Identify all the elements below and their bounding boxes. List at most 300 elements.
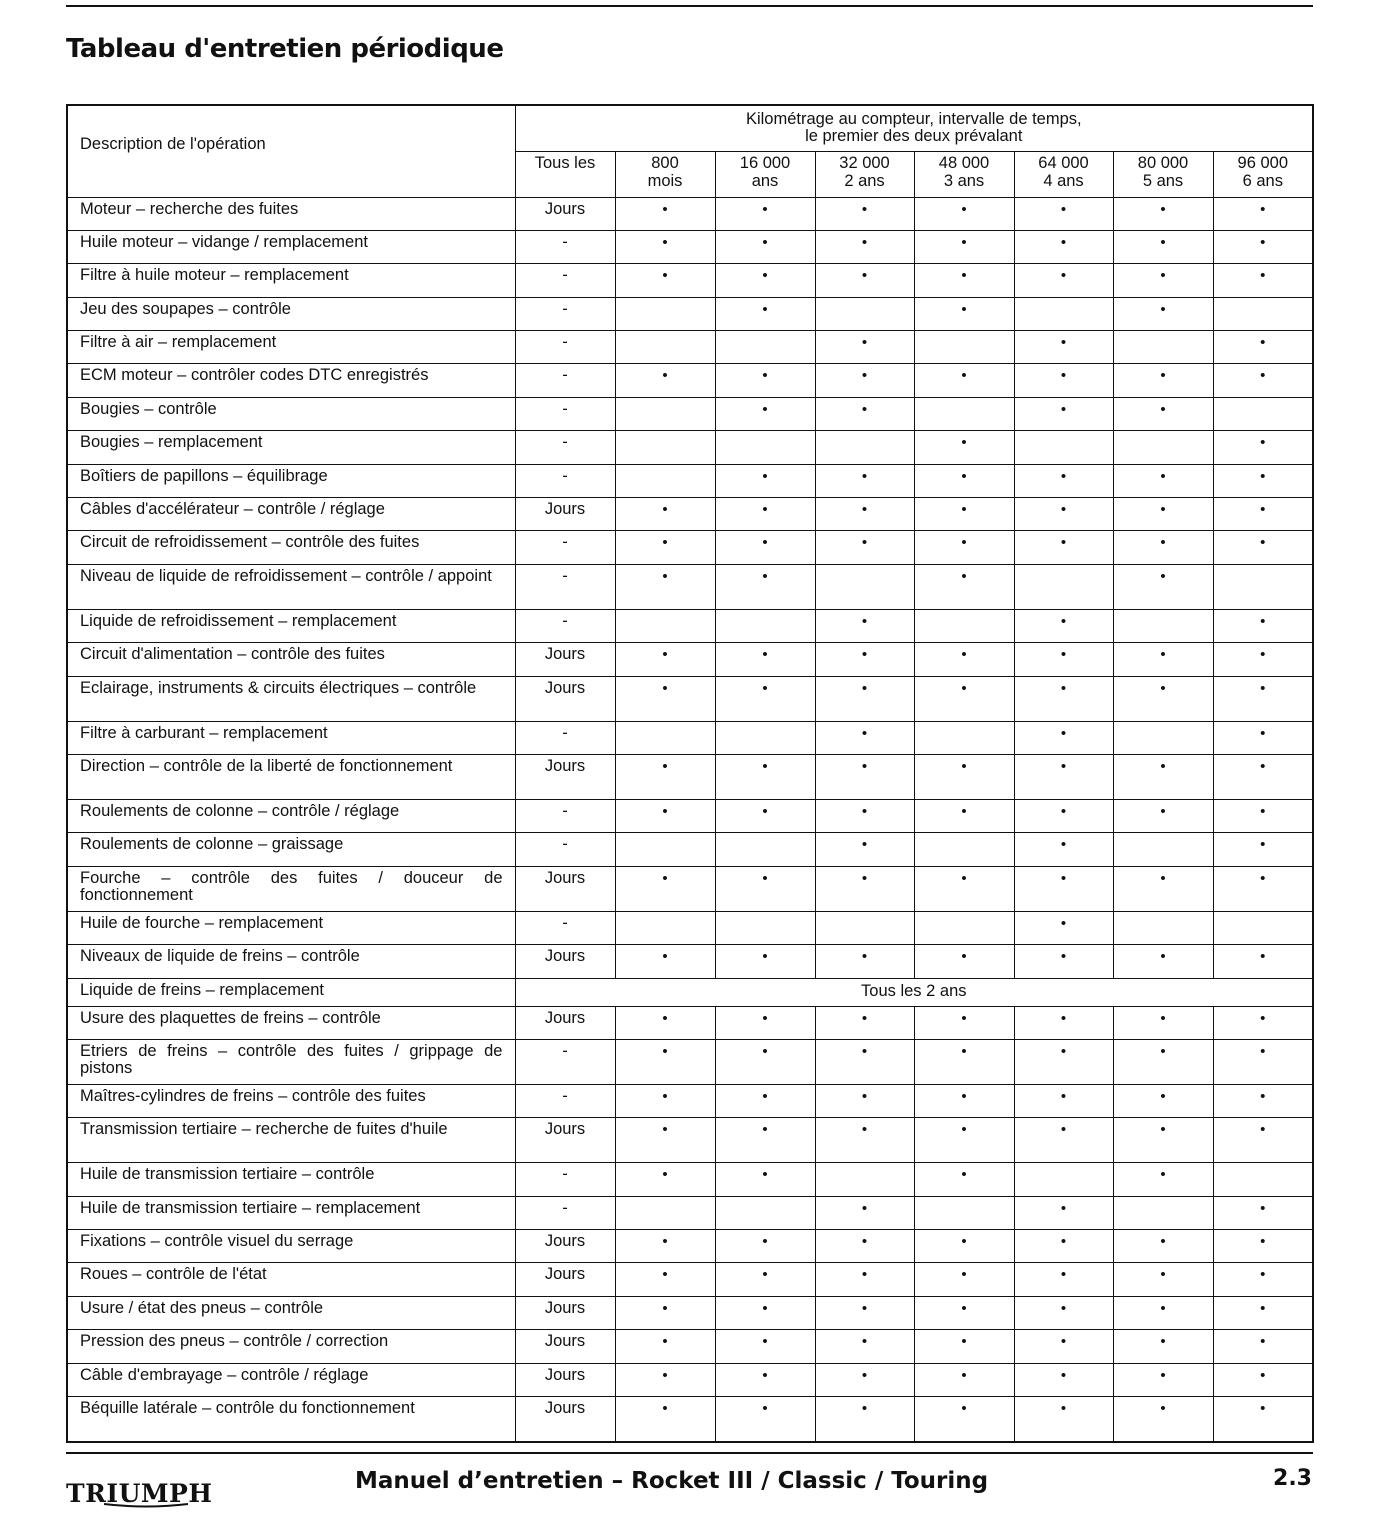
operation-description: ECM moteur – contrôler codes DTC enregistrés: [67, 364, 515, 397]
schedule-cell: [615, 1196, 715, 1229]
interval-cell: -: [515, 833, 615, 866]
table-row: [67, 1118, 1313, 1163]
table-row: [67, 1196, 1313, 1229]
schedule-cell: [914, 1196, 1014, 1229]
column-header: 16 000 ans: [715, 151, 815, 197]
table-row: [67, 397, 1313, 430]
maintenance-dot: •: [615, 1006, 715, 1039]
maintenance-dot: •: [815, 643, 914, 676]
schedule-cell: [914, 397, 1014, 430]
maintenance-dot: •: [815, 331, 914, 364]
maintenance-dot: •: [914, 1397, 1014, 1442]
table-row: [67, 331, 1313, 364]
maintenance-dot: •: [1014, 397, 1113, 430]
maintenance-dot: •: [1213, 1263, 1313, 1296]
maintenance-dot: •: [715, 799, 815, 832]
maintenance-dot: •: [1213, 531, 1313, 564]
triumph-logo-mark: [66, 1478, 216, 1508]
maintenance-dot: •: [615, 799, 715, 832]
table-row: [67, 531, 1313, 564]
interval-cell: -: [515, 799, 615, 832]
schedule-cell: [914, 331, 1014, 364]
schedule-cell: [914, 721, 1014, 754]
operation-description: Circuit d'alimentation – contrôle des fuites: [67, 643, 515, 676]
maintenance-dot: •: [715, 498, 815, 531]
maintenance-dot: •: [1213, 230, 1313, 263]
interval-cell: -: [515, 1163, 615, 1196]
maintenance-dot: •: [1014, 1230, 1113, 1263]
triumph-logo: [66, 1478, 216, 1514]
maintenance-dot: •: [815, 1118, 914, 1163]
table-row: [67, 1084, 1313, 1117]
maintenance-dot: •: [1014, 1263, 1113, 1296]
interval-cell: Jours: [515, 866, 615, 911]
maintenance-dot: •: [615, 264, 715, 297]
table-row: [67, 1006, 1313, 1039]
maintenance-dot: •: [1213, 799, 1313, 832]
maintenance-dot: •: [1014, 331, 1113, 364]
interval-cell: -: [515, 609, 615, 642]
maintenance-dot: •: [815, 833, 914, 866]
maintenance-dot: •: [715, 1163, 815, 1196]
maintenance-dot: •: [1213, 264, 1313, 297]
maintenance-dot: •: [914, 1230, 1014, 1263]
maintenance-dot: •: [1113, 799, 1213, 832]
schedule-cell: [914, 609, 1014, 642]
interval-cell: -: [515, 564, 615, 609]
table-row: [67, 1163, 1313, 1196]
operation-description: Niveaux de liquide de freins – contrôle: [67, 945, 515, 978]
table-row: [67, 833, 1313, 866]
operation-description: Liquide de refroidissement – remplacement: [67, 609, 515, 642]
maintenance-dot: •: [1014, 1084, 1113, 1117]
maintenance-dot: •: [615, 1330, 715, 1363]
maintenance-dot: •: [1113, 1163, 1213, 1196]
schedule-cell: [615, 721, 715, 754]
maintenance-dot: •: [1014, 264, 1113, 297]
interval-cell: Jours: [515, 197, 615, 230]
interval-cell: -: [515, 264, 615, 297]
maintenance-dot: •: [1113, 498, 1213, 531]
maintenance-dot: •: [914, 1363, 1014, 1396]
maintenance-dot: •: [715, 230, 815, 263]
maintenance-dot: •: [1213, 1330, 1313, 1363]
maintenance-dot: •: [715, 197, 815, 230]
maintenance-dot: •: [914, 564, 1014, 609]
maintenance-dot: •: [615, 754, 715, 799]
interval-cell: -: [515, 464, 615, 497]
maintenance-dot: •: [715, 1006, 815, 1039]
maintenance-dot: •: [1213, 754, 1313, 799]
table-row: [67, 498, 1313, 531]
maintenance-dot: •: [1113, 1363, 1213, 1396]
interval-note: Tous les 2 ans: [515, 978, 1313, 1006]
operation-description: Fourche – contrôle des fuites / douceur de fonctionnement: [67, 866, 515, 911]
maintenance-dot: •: [1014, 911, 1113, 944]
maintenance-dot: •: [1014, 609, 1113, 642]
table-row: [67, 230, 1313, 263]
maintenance-dot: •: [1213, 431, 1313, 464]
maintenance-dot: •: [815, 866, 914, 911]
maintenance-dot: •: [914, 1118, 1014, 1163]
interval-cell: -: [515, 531, 615, 564]
maintenance-dot: •: [715, 866, 815, 911]
bottom-rule: [66, 1452, 1313, 1454]
schedule-cell: [615, 609, 715, 642]
interval-cell: Jours: [515, 1006, 615, 1039]
schedule-cell: [615, 464, 715, 497]
header-row-top: [67, 105, 1313, 151]
maintenance-dot: •: [1014, 1363, 1113, 1396]
maintenance-dot: •: [615, 564, 715, 609]
operation-description: Roulements de colonne – graissage: [67, 833, 515, 866]
operation-description: Transmission tertiaire – recherche de fuites d'huile: [67, 1118, 515, 1163]
schedule-cell: [815, 564, 914, 609]
operation-description: Roulements de colonne – contrôle / réglage: [67, 799, 515, 832]
column-header: 64 000 4 ans: [1014, 151, 1113, 197]
maintenance-dot: •: [615, 676, 715, 721]
operation-description: Usure / état des pneus – contrôle: [67, 1296, 515, 1329]
maintenance-dot: •: [1213, 1363, 1313, 1396]
schedule-cell: [715, 911, 815, 944]
schedule-cell: [1014, 1163, 1113, 1196]
maintenance-dot: •: [615, 1118, 715, 1163]
operation-description: Bougies – remplacement: [67, 431, 515, 464]
operation-description: Huile moteur – vidange / remplacement: [67, 230, 515, 263]
table-row: [67, 978, 1313, 1006]
desc-header: Description de l'opération: [67, 105, 515, 197]
maintenance-dot: •: [715, 564, 815, 609]
maintenance-dot: •: [1014, 945, 1113, 978]
column-header: Tous les: [515, 151, 615, 197]
schedule-cell: [1113, 1196, 1213, 1229]
maintenance-dot: •: [1213, 1230, 1313, 1263]
schedule-cell: [715, 1196, 815, 1229]
maintenance-dot: •: [1113, 1330, 1213, 1363]
schedule-cell: [914, 833, 1014, 866]
table-row: [67, 945, 1313, 978]
maintenance-dot: •: [815, 945, 914, 978]
maintenance-dot: •: [1213, 1296, 1313, 1329]
operation-description: Pression des pneus – contrôle / correction: [67, 1330, 515, 1363]
maintenance-dot: •: [615, 364, 715, 397]
maintenance-dot: •: [1113, 643, 1213, 676]
maintenance-dot: •: [914, 531, 1014, 564]
interval-cell: Jours: [515, 754, 615, 799]
schedule-cell: [1213, 397, 1313, 430]
interval-cell: Jours: [515, 1230, 615, 1263]
maintenance-dot: •: [1014, 1296, 1113, 1329]
maintenance-dot: •: [615, 1230, 715, 1263]
maintenance-dot: •: [615, 866, 715, 911]
maintenance-dot: •: [914, 676, 1014, 721]
maintenance-dot: •: [1213, 464, 1313, 497]
operation-description: Eclairage, instruments & circuits électriques – contrôle: [67, 676, 515, 721]
maintenance-dot: •: [715, 1397, 815, 1442]
maintenance-dot: •: [715, 364, 815, 397]
maintenance-dot: •: [715, 397, 815, 430]
operation-description: Huile de transmission tertiaire – remplacement: [67, 1196, 515, 1229]
table-row: [67, 1230, 1313, 1263]
maintenance-dot: •: [815, 1196, 914, 1229]
maintenance-dot: •: [615, 1363, 715, 1396]
interval-cell: Jours: [515, 498, 615, 531]
maintenance-dot: •: [715, 643, 815, 676]
table-row: [67, 464, 1313, 497]
maintenance-dot: •: [815, 1230, 914, 1263]
maintenance-dot: •: [1113, 676, 1213, 721]
operation-description: Huile de transmission tertiaire – contrôle: [67, 1163, 515, 1196]
maintenance-dot: •: [715, 1263, 815, 1296]
table-row: [67, 297, 1313, 330]
schedule-cell: [815, 297, 914, 330]
schedule-cell: [615, 397, 715, 430]
maintenance-dot: •: [1113, 1084, 1213, 1117]
maintenance-dot: •: [1113, 230, 1213, 263]
maintenance-dot: •: [1213, 1118, 1313, 1163]
schedule-cell: [715, 431, 815, 464]
maintenance-dot: •: [815, 498, 914, 531]
table-row: [67, 431, 1313, 464]
maintenance-dot: •: [715, 1118, 815, 1163]
column-header: 48 000 3 ans: [914, 151, 1014, 197]
maintenance-dot: •: [1213, 1084, 1313, 1117]
schedule-cell: [1113, 431, 1213, 464]
maintenance-dot: •: [1113, 754, 1213, 799]
interval-cell: Jours: [515, 1296, 615, 1329]
maintenance-dot: •: [1213, 676, 1313, 721]
table-row: [67, 197, 1313, 230]
maintenance-dot: •: [715, 531, 815, 564]
column-header: 32 000 2 ans: [815, 151, 914, 197]
interval-cell: -: [515, 1084, 615, 1117]
schedule-cell: [1113, 331, 1213, 364]
schedule-cell: [914, 911, 1014, 944]
table-row: [67, 799, 1313, 832]
schedule-cell: [1113, 833, 1213, 866]
schedule-cell: [615, 833, 715, 866]
table-row: [67, 1263, 1313, 1296]
maintenance-dot: •: [615, 945, 715, 978]
maintenance-dot: •: [1113, 297, 1213, 330]
top-rule: [66, 5, 1313, 7]
column-header: 80 000 5 ans: [1113, 151, 1213, 197]
operation-description: Câbles d'accélérateur – contrôle / réglage: [67, 498, 515, 531]
schedule-cell: [715, 609, 815, 642]
maintenance-dot: •: [1213, 197, 1313, 230]
table-row: [67, 1296, 1313, 1329]
interval-cell: Jours: [515, 945, 615, 978]
maintenance-dot: •: [815, 1084, 914, 1117]
maintenance-dot: •: [1014, 721, 1113, 754]
maintenance-dot: •: [914, 1084, 1014, 1117]
table-row: [67, 1363, 1313, 1396]
maintenance-dot: •: [615, 1084, 715, 1117]
maintenance-dot: •: [914, 945, 1014, 978]
schedule-cell: [1213, 297, 1313, 330]
maintenance-dot: •: [914, 1330, 1014, 1363]
maintenance-dot: •: [615, 498, 715, 531]
maintenance-dot: •: [1213, 833, 1313, 866]
maintenance-dot: •: [1014, 531, 1113, 564]
maintenance-dot: •: [715, 754, 815, 799]
maintenance-dot: •: [715, 1296, 815, 1329]
maintenance-dot: •: [615, 1263, 715, 1296]
maintenance-dot: •: [815, 1296, 914, 1329]
maintenance-dot: •: [914, 754, 1014, 799]
maintenance-dot: •: [1113, 464, 1213, 497]
maintenance-dot: •: [615, 230, 715, 263]
maintenance-dot: •: [615, 1039, 715, 1084]
maintenance-schedule-table: [66, 104, 1314, 1443]
maintenance-dot: •: [815, 1263, 914, 1296]
maintenance-dot: •: [615, 1163, 715, 1196]
maintenance-dot: •: [815, 397, 914, 430]
maintenance-dot: •: [815, 1363, 914, 1396]
maintenance-dot: •: [1014, 833, 1113, 866]
schedule-cell: [615, 331, 715, 364]
interval-cell: Jours: [515, 1330, 615, 1363]
interval-cell: -: [515, 721, 615, 754]
operation-description: Béquille latérale – contrôle du fonctionnement: [67, 1397, 515, 1442]
maintenance-dot: •: [815, 799, 914, 832]
schedule-cell: [815, 1163, 914, 1196]
schedule-cell: [1113, 721, 1213, 754]
interval-cell: -: [515, 431, 615, 464]
operation-description: Etriers de freins – contrôle des fuites / grippage de pistons: [67, 1039, 515, 1084]
maintenance-dot: •: [1014, 799, 1113, 832]
operation-description: Filtre à carburant – remplacement: [67, 721, 515, 754]
interval-cell: Jours: [515, 676, 615, 721]
maintenance-dot: •: [1014, 866, 1113, 911]
maintenance-dot: •: [1113, 564, 1213, 609]
footer-title: Manuel d’entretien – Rocket III / Classic / Touring: [355, 1468, 989, 1494]
maintenance-dot: •: [815, 754, 914, 799]
schedule-cell: [1014, 297, 1113, 330]
schedule-cell: [615, 431, 715, 464]
operation-description: Huile de fourche – remplacement: [67, 911, 515, 944]
maintenance-dot: •: [914, 643, 1014, 676]
maintenance-dot: •: [914, 1263, 1014, 1296]
maintenance-dot: •: [1213, 1196, 1313, 1229]
maintenance-dot: •: [1014, 754, 1113, 799]
maintenance-dot: •: [815, 1330, 914, 1363]
table-row: [67, 1330, 1313, 1363]
operation-description: Boîtiers de papillons – équilibrage: [67, 464, 515, 497]
interval-cell: Jours: [515, 643, 615, 676]
maintenance-dot: •: [715, 297, 815, 330]
maintenance-dot: •: [815, 1006, 914, 1039]
maintenance-dot: •: [1113, 945, 1213, 978]
maintenance-dot: •: [715, 1330, 815, 1363]
operation-description: Fixations – contrôle visuel du serrage: [67, 1230, 515, 1263]
schedule-cell: [1213, 911, 1313, 944]
maintenance-dot: •: [615, 643, 715, 676]
maintenance-dot: •: [715, 676, 815, 721]
schedule-cell: [1014, 564, 1113, 609]
interval-cell: Jours: [515, 1263, 615, 1296]
maintenance-dot: •: [1113, 1039, 1213, 1084]
operation-description: Filtre à air – remplacement: [67, 331, 515, 364]
maintenance-dot: •: [1014, 364, 1113, 397]
table-row: [67, 609, 1313, 642]
operation-description: Moteur – recherche des fuites: [67, 197, 515, 230]
maintenance-dot: •: [1014, 1330, 1113, 1363]
operation-description: Bougies – contrôle: [67, 397, 515, 430]
schedule-cell: [1213, 564, 1313, 609]
maintenance-dot: •: [1113, 264, 1213, 297]
maintenance-dot: •: [615, 1397, 715, 1442]
maintenance-dot: •: [815, 1397, 914, 1442]
operation-description: Jeu des soupapes – contrôle: [67, 297, 515, 330]
schedule-cell: [615, 297, 715, 330]
table-row: [67, 643, 1313, 676]
maintenance-dot: •: [914, 1006, 1014, 1039]
maintenance-dot: •: [914, 1163, 1014, 1196]
operation-description: Circuit de refroidissement – contrôle des fuites: [67, 531, 515, 564]
interval-cell: Jours: [515, 1363, 615, 1396]
schedule-cell: [1113, 911, 1213, 944]
maintenance-dot: •: [914, 498, 1014, 531]
operation-description: Niveau de liquide de refroidissement – contrôle / appoint: [67, 564, 515, 609]
maintenance-dot: •: [1014, 676, 1113, 721]
logo-text: TRIUMPH: [66, 1479, 213, 1508]
interval-cell: -: [515, 331, 615, 364]
maintenance-dot: •: [815, 197, 914, 230]
page-number: 2.3: [1273, 1466, 1312, 1491]
maintenance-dot: •: [1014, 498, 1113, 531]
maintenance-dot: •: [1213, 866, 1313, 911]
maintenance-dot: •: [1213, 1397, 1313, 1442]
operation-description: Direction – contrôle de la liberté de fonctionnement: [67, 754, 515, 799]
interval-cell: -: [515, 230, 615, 263]
operation-description: Roues – contrôle de l'état: [67, 1263, 515, 1296]
schedule-cell: [815, 431, 914, 464]
operation-description: Maîtres-cylindres de freins – contrôle des fuites: [67, 1084, 515, 1117]
maintenance-dot: •: [914, 1039, 1014, 1084]
schedule-cell: [715, 331, 815, 364]
maintenance-dot: •: [815, 264, 914, 297]
maintenance-dot: •: [715, 1230, 815, 1263]
page-title: Tableau d'entretien périodique: [66, 34, 504, 64]
maintenance-dot: •: [615, 1296, 715, 1329]
table-row: [67, 676, 1313, 721]
maintenance-dot: •: [1113, 1230, 1213, 1263]
table-row: [67, 1039, 1313, 1084]
maintenance-dot: •: [1213, 721, 1313, 754]
maintenance-dot: •: [914, 264, 1014, 297]
maintenance-dot: •: [615, 197, 715, 230]
table-row: [67, 264, 1313, 297]
maintenance-dot: •: [914, 866, 1014, 911]
maintenance-dot: •: [914, 197, 1014, 230]
maintenance-dot: •: [1213, 331, 1313, 364]
schedule-cell: [615, 911, 715, 944]
interval-cell: -: [515, 364, 615, 397]
table-row: [67, 866, 1313, 911]
table-row: [67, 564, 1313, 609]
maintenance-dot: •: [815, 464, 914, 497]
column-header: 800 mois: [615, 151, 715, 197]
operation-description: Usure des plaquettes de freins – contrôle: [67, 1006, 515, 1039]
maintenance-dot: •: [815, 676, 914, 721]
maintenance-dot: •: [1213, 609, 1313, 642]
schedule-cell: [1213, 1163, 1313, 1196]
maintenance-dot: •: [1014, 230, 1113, 263]
schedule-cell: [715, 833, 815, 866]
maintenance-dot: •: [1213, 364, 1313, 397]
maintenance-dot: •: [914, 364, 1014, 397]
